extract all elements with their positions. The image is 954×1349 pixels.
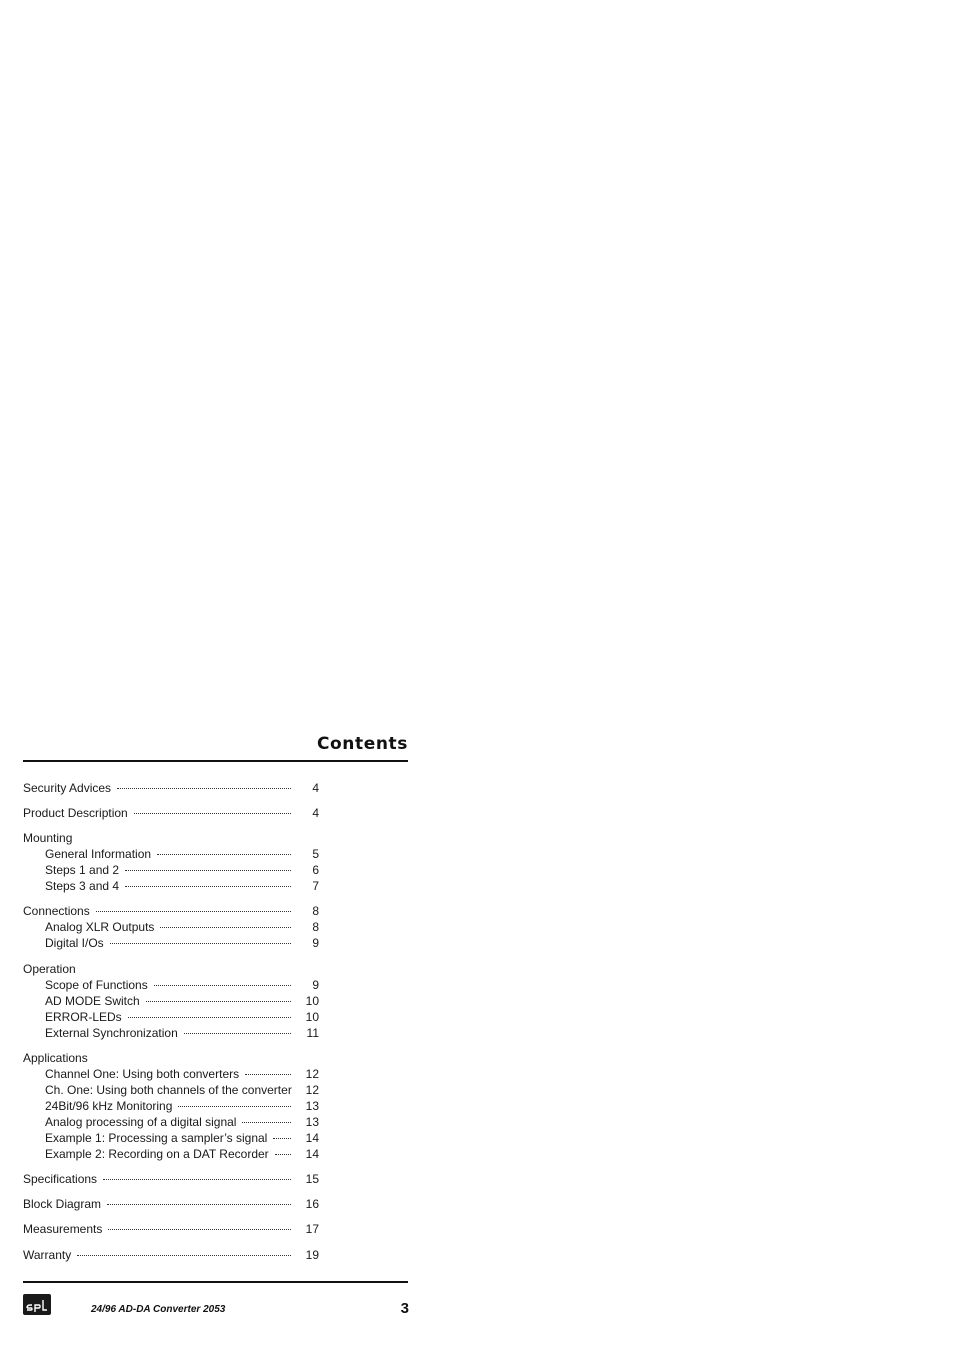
dot-leader <box>157 854 291 855</box>
dot-leader <box>108 1229 291 1230</box>
dot-leader <box>107 1204 291 1205</box>
toc-entry-page: 9 <box>312 978 319 992</box>
toc-entry-scope-of-functions[interactable] <box>45 977 319 993</box>
toc-entry-page: 7 <box>312 879 319 893</box>
toc-entry-analog-processing[interactable] <box>45 1114 319 1130</box>
toc-entry-page: 10 <box>305 1010 319 1024</box>
toc-entry-specifications[interactable] <box>23 1171 319 1187</box>
toc-entry-label: AD MODE Switch <box>45 994 140 1008</box>
toc-entry-page: 9 <box>312 936 319 950</box>
toc-entry-label: Example 1: Processing a sampler’s signal <box>45 1131 268 1145</box>
dot-leader <box>160 927 291 928</box>
toc-entry-page: 10 <box>305 994 319 1008</box>
dot-leader <box>292 1090 301 1091</box>
toc-section-label: Applications <box>23 1051 88 1065</box>
toc-entry-label: Ch. One: Using both channels of the converter <box>45 1083 292 1097</box>
dot-leader <box>77 1255 291 1256</box>
toc-entry-label: Measurements <box>23 1222 103 1236</box>
toc-entry-page: 11 <box>306 1026 319 1040</box>
toc-entry-label: Channel One: Using both converters <box>45 1067 240 1081</box>
toc-section-mounting[interactable] <box>23 830 319 846</box>
toc-entry-label: Product Description <box>23 806 128 820</box>
toc-entry-page: 12 <box>305 1067 319 1081</box>
dot-leader <box>245 1074 291 1075</box>
toc-entry-page: 6 <box>312 863 319 877</box>
dot-leader <box>146 1001 291 1002</box>
toc-entry-label: Analog processing of a digital signal <box>45 1115 237 1129</box>
toc-entry-error-leds[interactable] <box>45 1009 319 1025</box>
toc-section-label: Operation <box>23 962 76 976</box>
dot-leader <box>110 943 291 944</box>
toc-entry-connections[interactable] <box>23 903 319 919</box>
dot-leader <box>117 788 291 789</box>
top-divider <box>23 760 408 762</box>
toc-entry-page: 13 <box>305 1115 319 1129</box>
page-title: Contents <box>316 734 408 754</box>
page-number: 3 <box>400 1300 409 1317</box>
dot-leader <box>125 870 291 871</box>
toc-entry-label: Security Advices <box>23 781 112 795</box>
dot-leader <box>125 886 291 887</box>
toc-entry-page: 12 <box>305 1083 319 1097</box>
toc-entry-page: 19 <box>305 1248 319 1262</box>
dot-leader <box>154 985 291 986</box>
dot-leader <box>184 1033 291 1034</box>
toc-entry-page: 8 <box>312 904 319 918</box>
dot-leader <box>103 1179 291 1180</box>
toc-entry-security-advices[interactable] <box>23 780 319 796</box>
toc-entry-analog-xlr-outputs[interactable] <box>45 919 319 935</box>
toc-entry-label: Steps 1 and 2 <box>45 863 120 877</box>
toc-entry-label: 24Bit/96 kHz Monitoring <box>45 1099 173 1113</box>
toc-entry-label: General Information <box>45 847 152 861</box>
toc-entry-general-information[interactable] <box>45 846 319 862</box>
toc-entry-page: 14 <box>305 1147 319 1161</box>
toc-entry-label: Analog XLR Outputs <box>45 920 155 934</box>
toc-entry-page: 15 <box>305 1172 319 1186</box>
toc-entry-steps-1-2[interactable] <box>45 862 319 878</box>
toc-entry-label: Scope of Functions <box>45 978 148 992</box>
toc-entry-label: Connections <box>23 904 90 918</box>
toc-entry-page: 14 <box>305 1131 319 1145</box>
toc-entry-page: 16 <box>305 1197 319 1211</box>
toc-entry-label: Warranty <box>23 1248 72 1262</box>
toc-entry-page: 13 <box>305 1099 319 1113</box>
dot-leader <box>128 1017 291 1018</box>
toc-entry-example-1[interactable] <box>45 1130 319 1146</box>
toc-entry-ch-one-both-channels[interactable] <box>45 1082 319 1098</box>
toc-entry-label: Steps 3 and 4 <box>45 879 120 893</box>
bottom-divider <box>23 1281 408 1283</box>
toc-entry-label: Specifications <box>23 1172 98 1186</box>
dot-leader <box>178 1106 291 1107</box>
toc-entry-steps-3-4[interactable] <box>45 878 319 894</box>
toc-entry-monitoring[interactable] <box>45 1098 319 1114</box>
dot-leader <box>134 813 291 814</box>
toc-entry-channel-one-both-converters[interactable] <box>45 1066 319 1082</box>
toc-entry-page: 5 <box>312 847 319 861</box>
toc-entry-product-description[interactable] <box>23 805 319 821</box>
toc-entry-page: 17 <box>305 1222 319 1236</box>
toc-section-operation[interactable] <box>23 961 319 977</box>
dot-leader <box>96 911 291 912</box>
toc-section-label: Mounting <box>23 831 73 845</box>
toc-entry-page: 4 <box>312 781 319 795</box>
toc-entry-label: Block Diagram <box>23 1197 102 1211</box>
toc-entry-block-diagram[interactable] <box>23 1196 319 1212</box>
toc-entry-digital-ios[interactable] <box>45 935 319 951</box>
toc-entry-label: External Synchronization <box>45 1026 178 1040</box>
toc-entry-label: Example 2: Recording on a DAT Recorder <box>45 1147 269 1161</box>
toc-entry-label: Digital I/Os <box>45 936 104 950</box>
footer-product-title: 24/96 AD-DA Converter 2053 <box>91 1304 226 1315</box>
dot-leader <box>273 1138 291 1139</box>
toc-entry-label: ERROR-LEDs <box>45 1010 122 1024</box>
spl-logo-icon <box>23 1294 51 1315</box>
dot-leader <box>275 1154 291 1155</box>
dot-leader <box>242 1122 291 1123</box>
toc-entry-warranty[interactable] <box>23 1247 319 1263</box>
toc-entry-measurements[interactable] <box>23 1221 319 1237</box>
toc-entry-ad-mode-switch[interactable] <box>45 993 319 1009</box>
toc-entry-page: 8 <box>312 920 319 934</box>
toc-section-applications[interactable] <box>23 1050 319 1066</box>
toc-entry-page: 4 <box>312 806 319 820</box>
toc-entry-example-2[interactable] <box>45 1146 319 1162</box>
toc-entry-external-synchronization[interactable] <box>45 1025 319 1041</box>
